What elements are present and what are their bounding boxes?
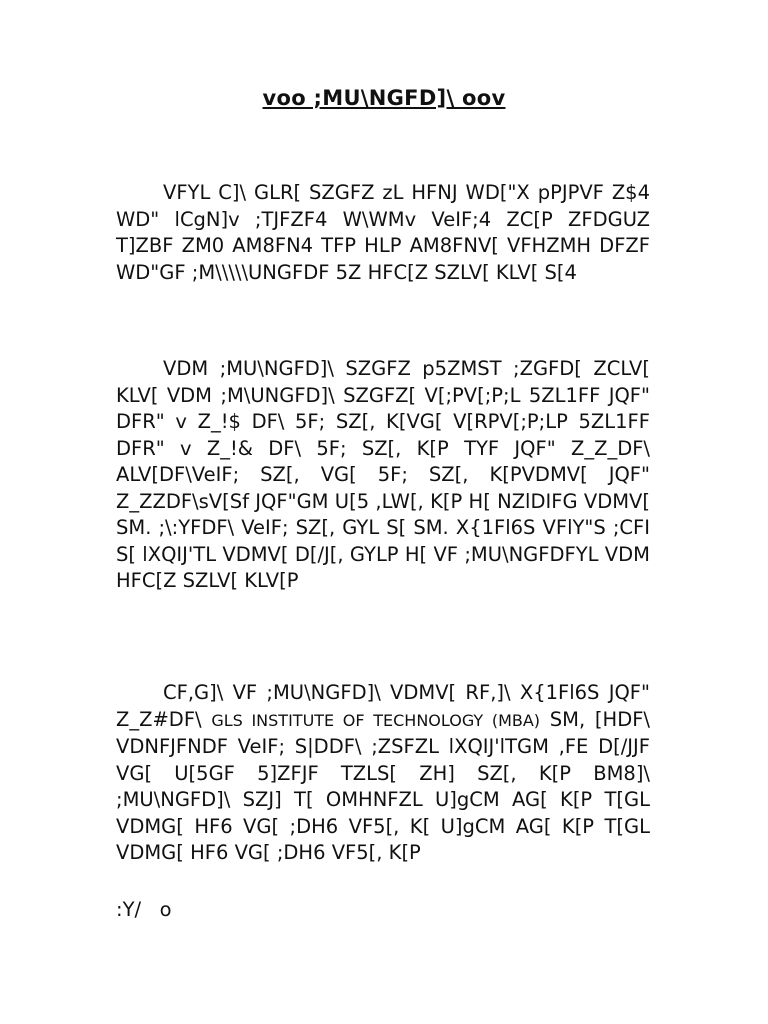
paragraph-1: VFYL C]\ GLR[ SZGFZ zL HFNJ WD["X pPJPVF Z$4 WD" lCgN]v ;TJFZF4 W\WMv VeIF;4 ZC[P ZFDGUZ T]ZBF ZM0 AM8FN4 TFP HLP AM8FNV[ VFHZMH DFZF WD"GF ;M\\\\\UNGFDF 5Z HFC[Z SZLV[ KLV[ S[4 [116,181,650,284]
document-title: voo ;MU\NGFD]\ oov [262,86,506,110]
paragraph-3 [116,680,650,867]
paragraph-3-after: SM, [HDF\ VDNFJFNDF VeIF; S|DDF\ ;ZSFZL lXQIJ'lTGM ,FE D[/JJF VG[ U[5GF 5]ZFJF TZLS[ ZH] SZ[, K[P BM8]\ ;MU\NGFD]\ SZJ] T[ OMHNFZL U]gCM AG[ K[P T[GL VDMG[ HF6 VG[ ;DH6 VF5[, K[ U]gCM AG[ K[P T[GL VDMG[ HF6 VG[ ;DH6 VF5[, K[P [116,707,650,864]
paragraph-3-before: CF,G]\ VF ;MU\NGFD]\ VDMV[ RF,]\ X{1Fl6S JQF" Z_Z#DF\ [116,681,650,731]
institute-name: GLS INSTITUTE OF TECHNOLOGY (MBA) [211,710,541,730]
paragraph-2: VDM ;MU\NGFD]\ SZGFZ p5ZMST ;ZGFD[ ZCLV[ KLV[ VDM ;M\UNGFD]\ SZGFZ[ V[;PV[;P;L 5ZL1FF JQF" DFR" v Z_!$ DF\ 5F; SZ[, K[VG[ V[RPV[;P;LP 5ZL1FF DFR" v Z_!& DF\ 5F; SZ[, K[P TYF JQF" Z_Z_DF\ ALV[DF\VeIF; SZ[, VG[ 5F; SZ[, K[PVDMV[ JQF" Z_ZZDF\sV[Sf JQF"GM U[5 ,LW[, K[P H[ NZlDIFG VDMV[ SM. ;\:YFDF\ VeIF; SZ[, GYL S[ SM. X{1Fl6S VFlY"S ;CFI S[ lXQIJ'TL VDMV[ D[/J[, GYLP H[ VF ;MU\NGFDFYL VDM HFC[Z SZLV[ KLV[P [116,357,650,592]
signature-line: :Y/ o [116,898,172,921]
